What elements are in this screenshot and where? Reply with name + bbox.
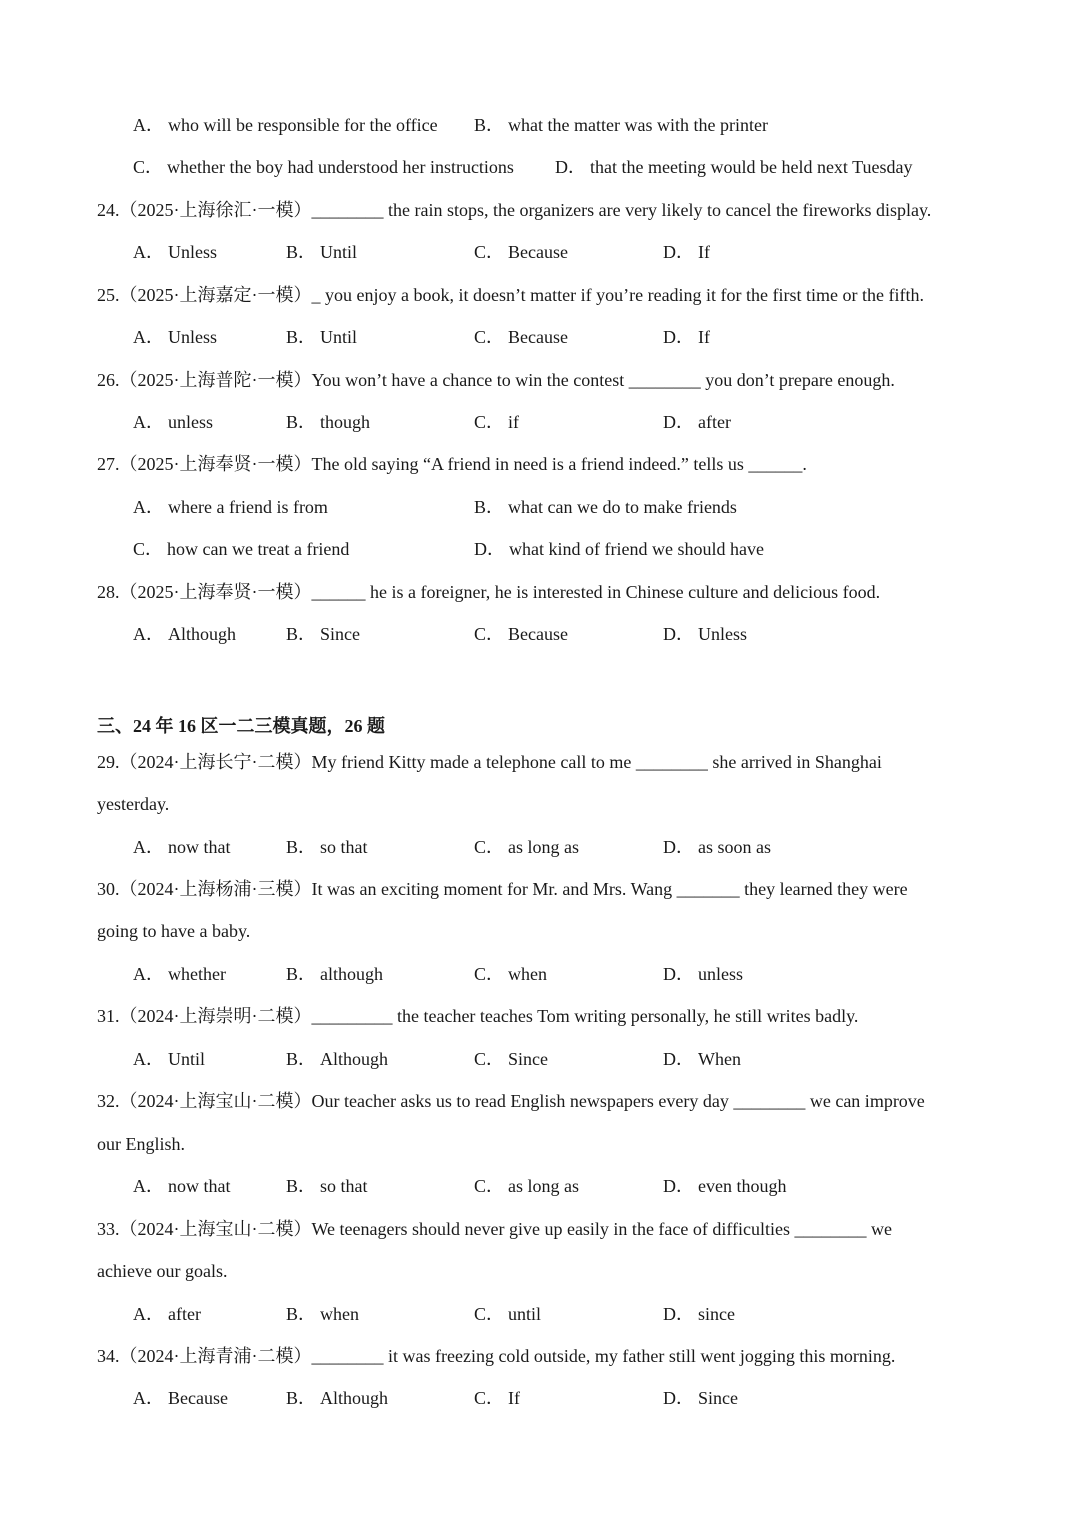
option-text: If (698, 327, 710, 347)
option-text: after (168, 1304, 201, 1324)
option-d (474, 538, 764, 560)
question-27-stem: 27.（2025·上海奉贤·一模）The old saying “A friend in need is a friend indeed.” tells us ______. (97, 454, 807, 474)
option-a (133, 1387, 228, 1409)
option-text: When (698, 1049, 741, 1069)
option-text: Because (508, 327, 568, 347)
option-a (133, 114, 438, 136)
question-29-continuation: yesterday. (97, 794, 170, 814)
option-text: Although (320, 1049, 389, 1069)
option-letter: B． (286, 242, 317, 262)
option-b (286, 1048, 388, 1070)
option-text: how can we treat a friend (167, 539, 350, 559)
option-letter: D． (663, 624, 694, 644)
option-letter: D． (663, 1176, 694, 1196)
option-letter: A． (133, 624, 164, 644)
option-text: Because (508, 242, 568, 262)
option-text: Until (320, 327, 358, 347)
option-letter: A． (133, 242, 164, 262)
option-letter: C． (474, 964, 505, 984)
option-text: now that (168, 1176, 231, 1196)
option-c (474, 1175, 579, 1197)
option-b (286, 326, 357, 348)
question-31-stem: 31.（2024·上海崇明·二模）_________ the teacher teaches Tom writing personally, he still writes badly. (97, 1006, 859, 1026)
option-c (474, 1387, 520, 1409)
option-letter: A． (133, 1388, 164, 1408)
option-letter: A． (133, 1304, 164, 1324)
option-b (474, 496, 737, 518)
option-text: as long as (508, 1176, 580, 1196)
option-text: Until (168, 1049, 206, 1069)
option-c (474, 241, 568, 263)
option-text: Although (168, 624, 237, 644)
option-d (663, 241, 710, 263)
option-text: now that (168, 837, 231, 857)
option-b (474, 114, 768, 136)
option-letter: B． (286, 1049, 317, 1069)
option-letter: C． (474, 327, 505, 347)
option-d (663, 623, 747, 645)
option-letter: C． (474, 1176, 505, 1196)
option-a (133, 326, 217, 348)
option-letter: B． (286, 624, 317, 644)
option-letter: C． (474, 412, 505, 432)
section-heading: 三、24 年 16 区一二三模真题，26 题 (97, 716, 385, 736)
option-text: where a friend is from (168, 497, 328, 517)
option-a (133, 1048, 205, 1070)
option-text: after (698, 412, 731, 432)
option-letter: B． (286, 1388, 317, 1408)
option-letter: D． (663, 1388, 694, 1408)
option-letter: A． (133, 412, 164, 432)
option-letter: A． (133, 497, 164, 517)
option-text: Because (168, 1388, 228, 1408)
option-letter: C． (474, 837, 505, 857)
option-d (663, 411, 731, 433)
option-a (133, 241, 217, 263)
option-c (474, 411, 519, 433)
option-a (133, 1303, 201, 1325)
option-letter: A． (133, 115, 164, 135)
option-letter: B． (286, 837, 317, 857)
option-d (663, 1048, 741, 1070)
question-34-stem: 34.（2024·上海青浦·二模）________ it was freezing cold outside, my father still went jogging this morning. (97, 1346, 896, 1366)
option-text: although (320, 964, 384, 984)
option-text: so that (320, 837, 368, 857)
option-c (474, 326, 568, 348)
option-letter: D． (663, 1304, 694, 1324)
option-c (474, 836, 579, 858)
option-d (663, 963, 743, 985)
option-letter: C． (474, 1304, 505, 1324)
question-25-stem: 25.（2025·上海嘉定·一模）_ you enjoy a book, it doesn’t matter if you’re reading it for the first time or the fifth. (97, 285, 924, 305)
option-letter: C． (474, 1049, 505, 1069)
question-24-stem: 24.（2025·上海徐汇·一模）________ the rain stops, the organizers are very likely to cancel the fireworks display. (97, 200, 932, 220)
option-letter: B． (286, 1176, 317, 1196)
question-32-continuation: our English. (97, 1134, 185, 1154)
option-letter: D． (663, 412, 694, 432)
option-letter: D． (474, 539, 505, 559)
question-33-stem: 33.（2024·上海宝山·二模）We teenagers should never give up easily in the face of difficulties ________ we (97, 1219, 893, 1239)
option-c (474, 963, 547, 985)
option-letter: A． (133, 327, 164, 347)
question-28-stem: 28.（2025·上海奉贤·一模）______ he is a foreigner, he is interested in Chinese culture and delicious food. (97, 582, 881, 602)
option-text: Unless (168, 242, 217, 262)
option-c (474, 623, 568, 645)
option-a (133, 496, 328, 518)
option-letter: C． (133, 539, 164, 559)
option-text: Since (508, 1049, 549, 1069)
option-text: Because (508, 624, 568, 644)
option-text: If (698, 242, 710, 262)
option-text: who will be responsible for the office (168, 115, 438, 135)
option-a (133, 623, 236, 645)
option-d (555, 156, 912, 178)
question-26-stem: 26.（2025·上海普陀·一模）You won’t have a chance to win the contest ________ you don’t prepare enough. (97, 370, 895, 390)
option-b (286, 1303, 359, 1325)
option-text: whether (168, 964, 226, 984)
option-text: what the matter was with the printer (508, 115, 768, 135)
option-text: what can we do to make friends (508, 497, 737, 517)
option-a (133, 411, 213, 433)
option-letter: A． (133, 964, 164, 984)
option-c (133, 156, 514, 178)
option-b (286, 963, 383, 985)
option-letter: B． (286, 412, 317, 432)
question-32-stem: 32.（2024·上海宝山·二模）Our teacher asks us to read English newspapers every day ________ we can improve (97, 1091, 925, 1111)
option-letter: A． (133, 1176, 164, 1196)
option-a (133, 836, 231, 858)
option-letter: A． (133, 1049, 164, 1069)
option-b (286, 411, 370, 433)
option-b (286, 241, 357, 263)
option-a (133, 963, 226, 985)
question-29-stem: 29.（2024·上海长宁·二模）My friend Kitty made a telephone call to me ________ she arrived in Shanghai (97, 752, 882, 772)
option-letter: D． (663, 964, 694, 984)
option-d (663, 1303, 735, 1325)
option-letter: D． (555, 157, 586, 177)
option-c (474, 1303, 541, 1325)
option-letter: D． (663, 837, 694, 857)
option-letter: C． (133, 157, 164, 177)
option-text: even though (698, 1176, 787, 1196)
option-text: though (320, 412, 371, 432)
option-letter: C． (474, 624, 505, 644)
question-33-continuation: achieve our goals. (97, 1261, 228, 1281)
option-letter: D． (663, 242, 694, 262)
option-b (286, 1387, 388, 1409)
option-letter: A． (133, 837, 164, 857)
option-text: Until (320, 242, 358, 262)
option-letter: B． (286, 964, 317, 984)
option-text: Since (698, 1388, 738, 1408)
option-c (474, 1048, 548, 1070)
option-text: if (508, 412, 520, 432)
option-d (663, 836, 771, 858)
option-text: Unless (698, 624, 747, 644)
option-letter: C． (474, 1388, 505, 1408)
option-text: Unless (168, 327, 217, 347)
option-letter: B． (474, 115, 505, 135)
option-c (133, 538, 349, 560)
question-30-stem: 30.（2024·上海杨浦·三模）It was an exciting moment for Mr. and Mrs. Wang _______ they learned they were (97, 879, 908, 899)
option-letter: D． (663, 1049, 694, 1069)
option-b (286, 836, 368, 858)
option-text: since (698, 1304, 735, 1324)
option-text: so that (320, 1176, 368, 1196)
option-a (133, 1175, 231, 1197)
option-letter: B． (286, 1304, 317, 1324)
option-text: when (508, 964, 548, 984)
option-text: until (508, 1304, 542, 1324)
option-d (663, 1387, 738, 1409)
option-letter: B． (286, 327, 317, 347)
option-d (663, 326, 710, 348)
option-letter: D． (663, 327, 694, 347)
option-text: that the meeting would be held next Tuesday (590, 157, 913, 177)
option-text: unless (168, 412, 213, 432)
option-text: what kind of friend we should have (509, 539, 764, 559)
question-30-continuation: going to have a baby. (97, 921, 251, 941)
option-letter: C． (474, 242, 505, 262)
option-text: when (320, 1304, 360, 1324)
option-text: Although (320, 1388, 389, 1408)
option-b (286, 1175, 368, 1197)
option-d (663, 1175, 786, 1197)
option-text: whether the boy had understood her instructions (167, 157, 514, 177)
option-text: If (508, 1388, 521, 1408)
option-text: unless (698, 964, 743, 984)
option-text: as long as (508, 837, 580, 857)
option-text: as soon as (698, 837, 771, 857)
option-b (286, 623, 360, 645)
option-text: Since (320, 624, 361, 644)
option-letter: B． (474, 497, 505, 517)
